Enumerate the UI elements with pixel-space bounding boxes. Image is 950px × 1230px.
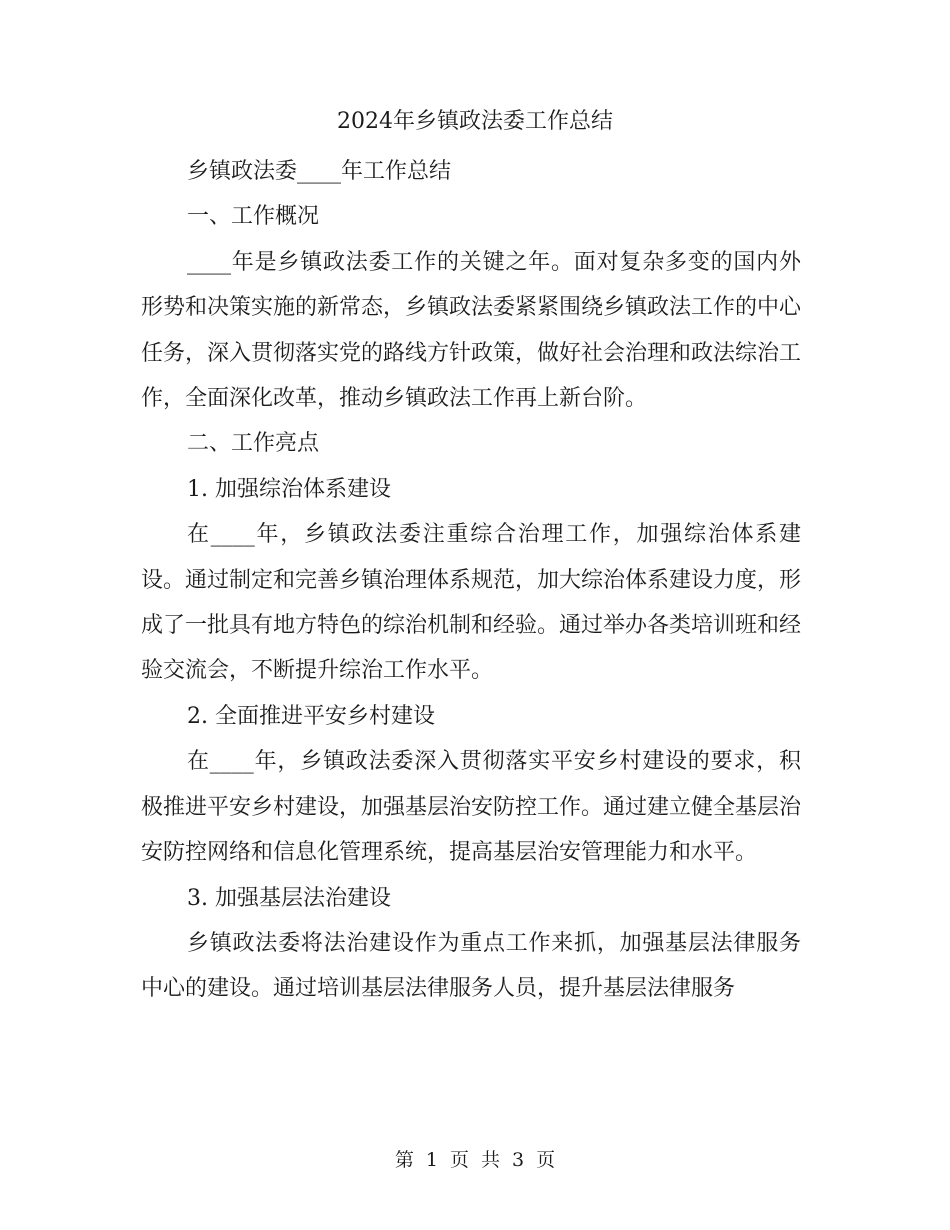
subheading-1: 1. 加强综治体系建设	[187, 476, 391, 502]
subheading-3: 3. 加强基层法治建设	[187, 885, 391, 911]
subtitle-paragraph: 乡镇政法委____年工作总结	[187, 159, 452, 184]
body-paragraph-1: 在____年，乡镇政法委注重综合治理工作，加强综治体系建设。通过制定和完善乡镇治理体系规范，加大综治体系建设力度，形成了一批具有地方特色的综治机制和经验。通过举办各类培训班和经验交流会，不断提升综治工作水平。	[141, 522, 802, 684]
section-heading-overview: 一、工作概况	[187, 204, 320, 230]
body-paragraph-2: 在____年，乡镇政法委深入贯彻落实平安乡村建设的要求，积极推进平安乡村建设，加强基层治安防控工作。通过建立健全基层治安防控网络和信息化管理系统，提高基层治安管理能力和水平。	[141, 749, 802, 866]
subheading-2: 2. 全面推进平安乡村建设	[187, 703, 435, 729]
body-paragraph-3: 乡镇政法委将法治建设作为重点工作来抓，加强基层法律服务中心的建设。通过培训基层法律服务人员，提升基层法律服务	[141, 930, 801, 1002]
document-body	[141, 149, 801, 1012]
document-title: 2024年乡镇政法委工作总结	[337, 109, 613, 134]
section-heading-highlights: 二、工作亮点	[187, 431, 320, 457]
overview-paragraph: ____年是乡镇政法委工作的关键之年。面对复杂多变的国内外形势和决策实施的新常态，乡镇政法委紧紧围绕乡镇政法工作的中心任务，深入贯彻落实党的路线方针政策，做好社会治理和政法综治工作，全面深化改革，推动乡镇政法工作再上新台阶。	[141, 249, 802, 412]
page-footer: 第 1 页 共 3 页	[394, 1149, 556, 1171]
